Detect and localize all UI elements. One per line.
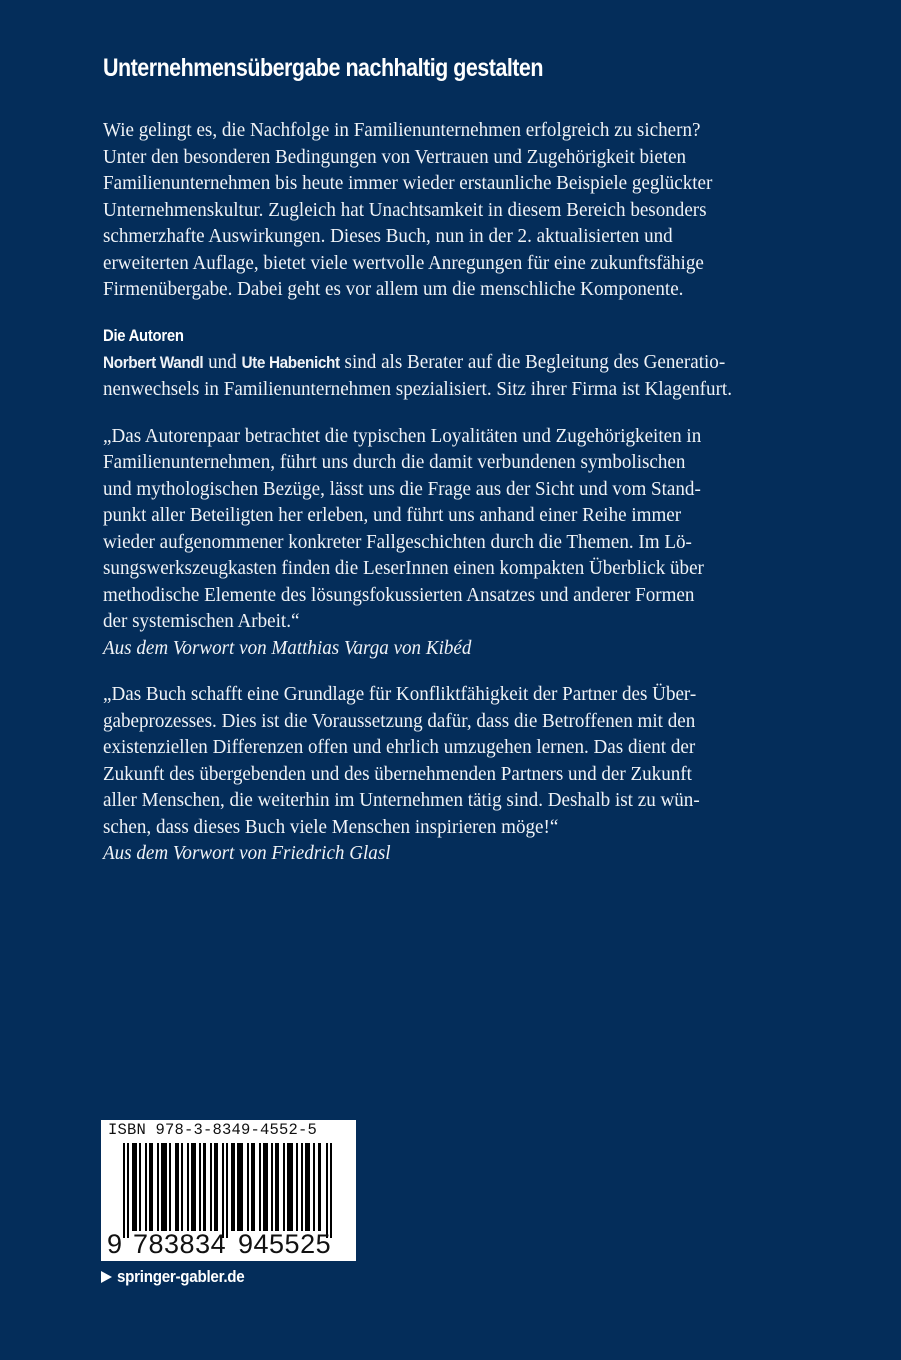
publisher-website-link[interactable] [101,1266,256,1288]
ean-group-2: 945525 [238,1229,332,1259]
quote-line: gabeprozesses. Dies ist die Voraussetzung dafür, dass die Betroffenen mit den [103,709,696,732]
quote-line: „Das Buch schafft eine Grundlage für Konfliktfähigkeit der Partner des Über- [103,683,697,705]
authors-heading: Die Autoren [103,326,184,345]
quote-line: der systemischen Arbeit.“ [103,610,300,632]
authors-paragraph [103,349,823,403]
quote-line: Familienunternehmen, führt uns durch die damit verbundenen symbolischen [103,451,686,473]
cover-title: Unternehmensübergabe nachhaltig gestalten [103,54,543,82]
authors-line: nenwechsels in Familienunternehmen spezialisiert. Sitz ihrer Firma ist Klagenfurt. [103,378,732,400]
quote-paragraph-1 [103,423,823,662]
quote-line: sungswerkszeugkasten finden die LeserInnen einen kompakten Überblick über [103,557,704,579]
intro-line: Firmenübergabe. Dabei geht es vor allem um die menschliche Komponente. [103,278,684,300]
intro-line: erweiterten Auflage, bietet viele wertvolle Anregungen für eine zukunftsfähige [103,251,704,274]
quote-line: „Das Autorenpaar betrachtet die typischen Loyalitäten und Zugehörigkeiten in [103,424,702,447]
quote-line: wieder aufgenommener konkreter Fallgeschichten durch die Themen. Im Lö- [103,530,692,553]
ean-first-digit: 9 [107,1229,123,1259]
quote-line: punkt aller Beteiligten her erleben, und führt uns anhand einer Reihe immer [103,504,682,526]
author-connector: und [203,350,242,373]
author-name-1: Norbert Wandl [103,353,204,372]
ean-group-1: 783834 [133,1229,227,1259]
ean-number [107,1230,331,1258]
quote-line: methodische Elemente des lösungsfokussierten Ansatzes und anderer Formen [103,583,695,606]
intro-line: schmerzhafte Auswirkungen. Dieses Buch, nun in der 2. aktualisierten und [103,225,673,247]
author-name-2: Ute Habenicht [241,353,340,372]
intro-line: Familienunternehmen bis heute immer wieder erstaunliche Beispiele geglückter [103,172,713,194]
cover-text-block [103,48,823,867]
quote-line: und mythologischen Bezüge, lässt uns die Frage aus der Sicht und vom Stand- [103,477,701,500]
publisher-url: springer-gabler.de [117,1267,245,1286]
quote-line: existenziellen Differenzen offen und ehrlich umzugehen lernen. Das dient der [103,736,696,758]
quote-attribution: Aus dem Vorwort von Matthias Varga von Kibéd [103,636,472,659]
quote-paragraph-2 [103,681,823,867]
intro-line: Wie gelingt es, die Nachfolge in Familienunternehmen erfolgreich zu sichern? [103,119,701,141]
quote-attribution: Aus dem Vorwort von Friedrich Glasl [103,842,391,864]
authors-line [103,349,773,377]
intro-line: Unternehmenskultur. Zugleich hat Unachtsamkeit in diesem Bereich besonders [103,198,707,221]
isbn-label: ISBN 978-3-8349-4552-5 [108,1121,318,1139]
quote-line: Zukunft des übergebenden und des übernehmenden Partners und der Zukunft [103,762,692,785]
quote-line: schen, dass dieses Buch viele Menschen inspirieren möge!“ [103,815,559,838]
authors-line-rest: sind als Berater auf die Begleitung des Generatio- [339,350,726,373]
intro-line: Unter den besonderen Bedingungen von Vertrauen und Zugehörigkeit bieten [103,145,687,168]
triangle-right-icon [101,1271,112,1283]
barcode-icon [123,1143,333,1238]
quote-line: aller Menschen, die weiterhin im Unternehmen tätig sind. Deshalb ist zu wün- [103,789,700,811]
isbn-barcode [101,1120,356,1261]
intro-paragraph [103,117,823,303]
